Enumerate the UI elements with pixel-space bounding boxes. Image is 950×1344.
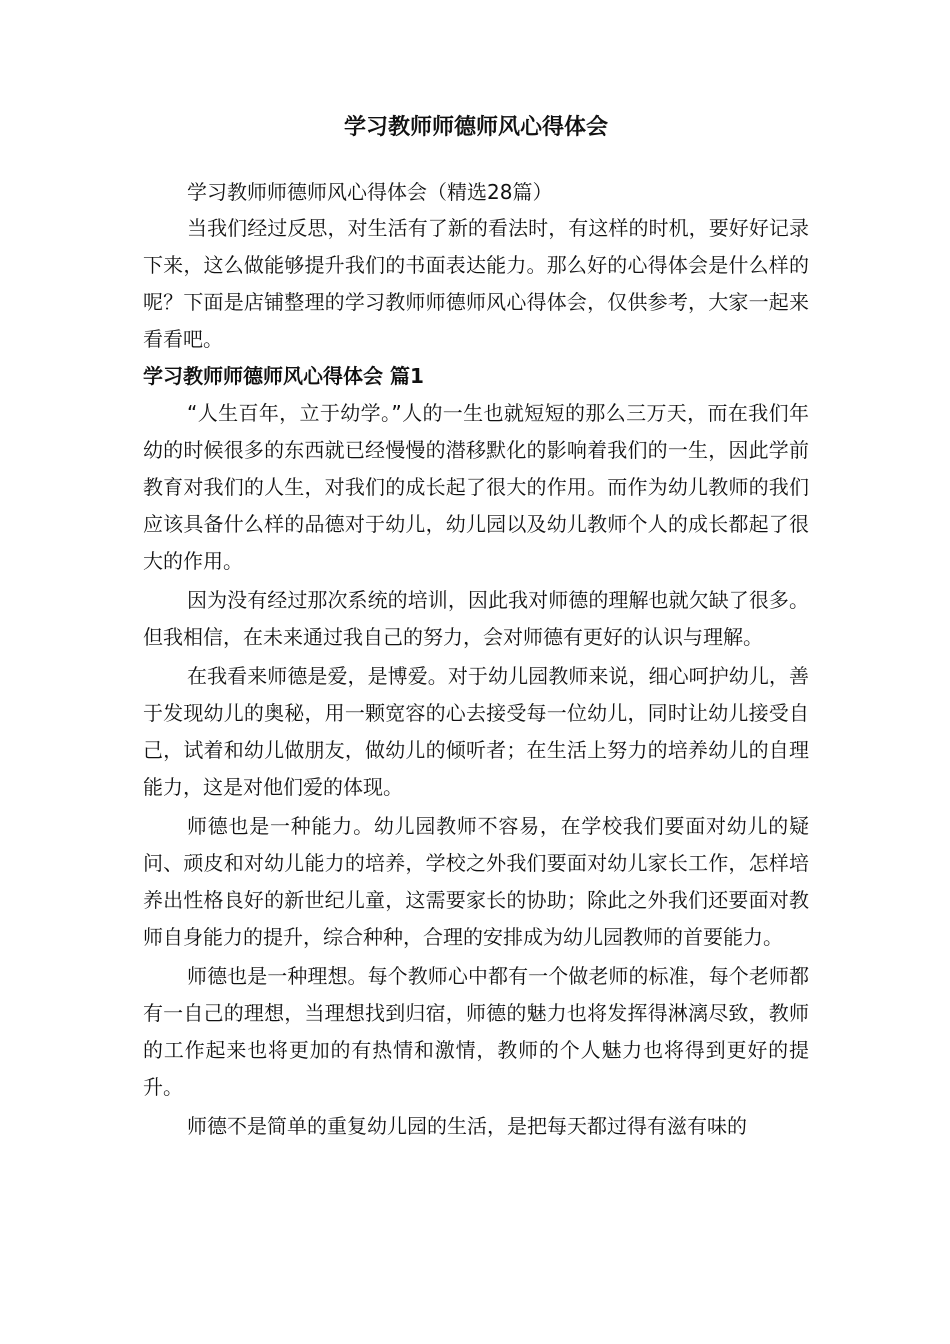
body-paragraph: 师德也是一种理想。每个教师心中都有一个做老师的标准，每个老师都有一自己的理想，当理想找到归宿，师德的魅力也将发挥得淋漓尽致，教师的工作起来也将更加的有热情和激情，教师的个人魅力也将得到更好的提升。 <box>143 964 809 1099</box>
intro-paragraph: 当我们经过反思，对生活有了新的看法时，有这样的时机，要好好记录下来，这么做能够提升我们的书面表达能力。那么好的心得体会是什么样的呢？下面是店铺整理的学习教师师德师风心得体会，仅供参考，大家一起来看看吧。 <box>143 216 809 351</box>
document-body <box>143 108 809 1145</box>
body-paragraph: 在我看来师德是爱，是博爱。对于幼儿园教师来说，细心呵护幼儿，善于发现幼儿的奥秘，用一颗宽容的心去接受每一位幼儿，同时让幼儿接受自己，试着和幼儿做朋友，做幼儿的倾听者；在生活上努力的培养幼儿的自理能力，这是对他们爱的体现。 <box>143 664 809 799</box>
document-title: 学习教师师德师风心得体会 <box>343 115 608 140</box>
body-paragraph: 师德不是简单的重复幼儿园的生活，是把每天都过得有滋有味的 <box>187 1114 747 1138</box>
body-paragraph: 师德也是一种能力。幼儿园教师不容易，在学校我们要面对幼儿的疑问、顽皮和对幼儿能力的培养，学校之外我们要面对幼儿家长工作，怎样培养出性格良好的新世纪儿童，这需要家长的协助；除此之外我们还要面对教师自身能力的提升，综合种种，合理的安排成为幼儿园教师的首要能力。 <box>143 814 809 949</box>
document-subtitle: 学习教师师德师风心得体会（精选28篇） <box>187 180 553 204</box>
section-heading: 学习教师师德师风心得体会 篇1 <box>143 364 424 388</box>
body-paragraph: “人生百年，立于幼学。”人的一生也就短短的那么三万天，而在我们年幼的时候很多的东西就已经慢慢的潜移默化的影响着我们的一生，因此学前教育对我们的人生，对我们的成长起了很大的作用。而作为幼儿教师的我们应该具备什么样的品德对于幼儿，幼儿园以及幼儿教师个人的成长都起了很大的作用。 <box>143 401 809 573</box>
body-paragraph: 因为没有经过那次系统的培训，因此我对师德的理解也就欠缺了很多。但我相信，在未来通过我自己的努力，会对师德有更好的认识与理解。 <box>143 588 809 649</box>
